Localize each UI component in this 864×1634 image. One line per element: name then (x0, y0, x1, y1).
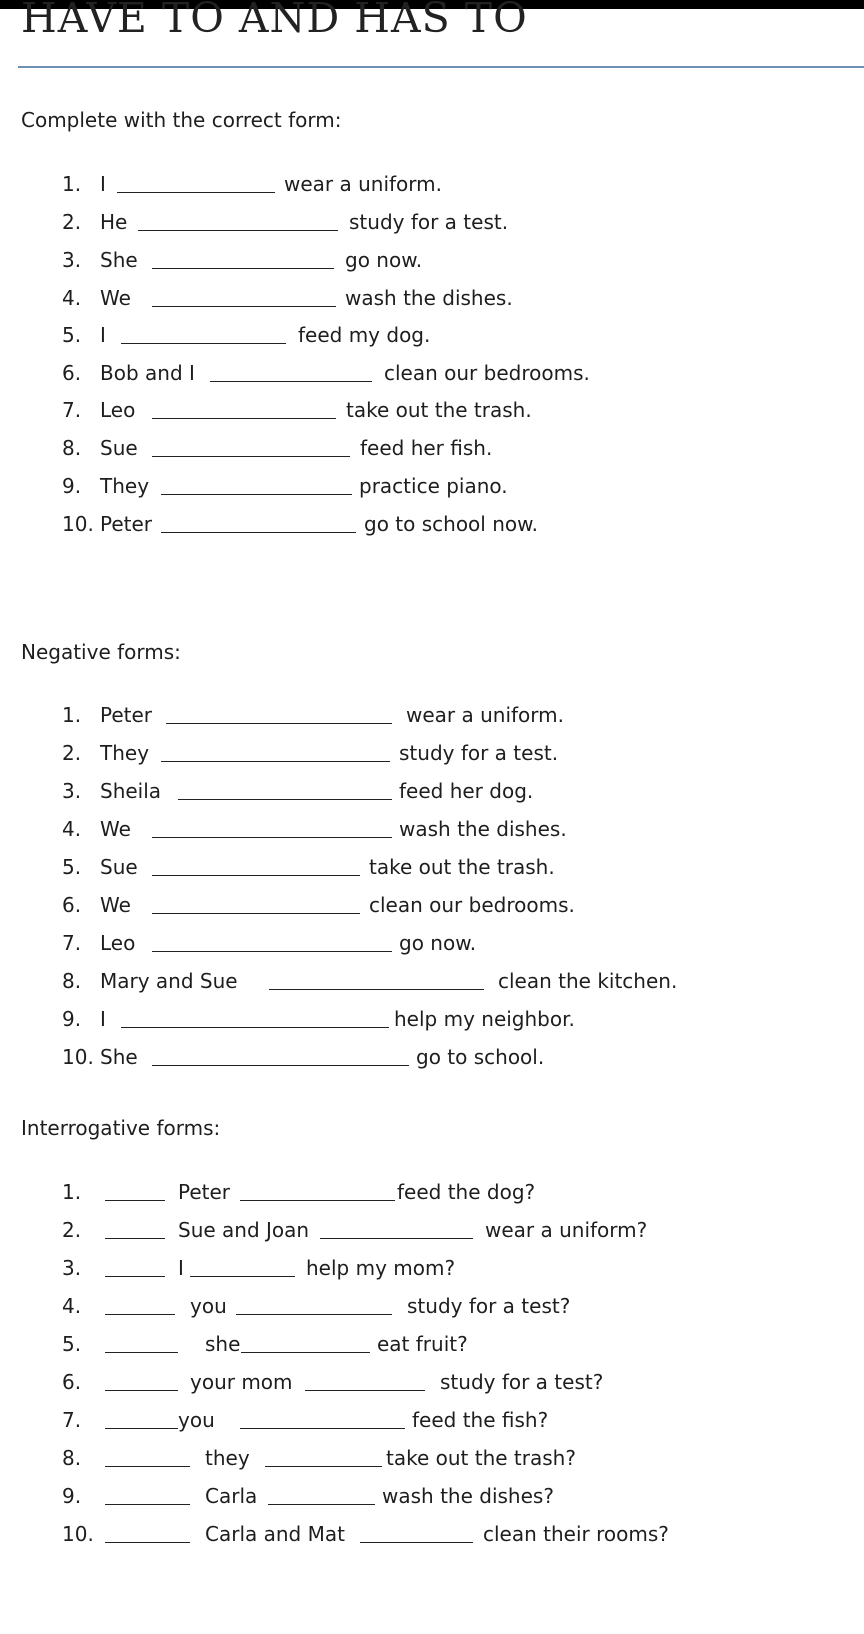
item-verb-phrase: feed her fish. (360, 436, 493, 460)
exercise-item (0, 931, 864, 955)
item-number: 2. (62, 210, 82, 234)
exercise-item (0, 855, 864, 879)
answer-blank[interactable] (166, 723, 392, 724)
item-verb-phrase: wear a uniform? (485, 1218, 648, 1242)
answer-blank[interactable] (152, 306, 336, 307)
item-verb-phrase: go to school now. (364, 512, 538, 536)
item-number: 4. (62, 817, 82, 841)
answer-blank[interactable] (121, 343, 286, 344)
item-subject: I (100, 172, 106, 196)
exercise-item (0, 1446, 864, 1470)
item-verb-phrase: wash the dishes. (345, 286, 513, 310)
answer-blank[interactable] (105, 1504, 190, 1505)
exercise-item (0, 893, 864, 917)
item-subject: Bob and I (100, 361, 195, 385)
affirmative-heading: Complete with the correct form: (21, 108, 342, 132)
item-subject: We (100, 286, 131, 310)
item-number: 8. (62, 969, 82, 993)
item-verb-phrase: take out the trash. (369, 855, 555, 879)
answer-blank[interactable] (268, 1504, 375, 1505)
item-number: 10. (62, 512, 94, 536)
answer-blank[interactable] (105, 1276, 165, 1277)
item-verb-phrase: help my neighbor. (394, 1007, 575, 1031)
title-underline (18, 66, 864, 68)
item-subject: Mary and Sue (100, 969, 238, 993)
answer-blank[interactable] (161, 761, 390, 762)
item-verb-phrase: eat fruit? (377, 1332, 468, 1356)
interrogative-heading: Interrogative forms: (21, 1116, 221, 1140)
item-number: 4. (62, 286, 82, 310)
item-subject: We (100, 817, 131, 841)
item-verb-phrase: clean our bedrooms. (369, 893, 575, 917)
answer-blank[interactable] (305, 1390, 425, 1391)
item-number: 1. (62, 703, 82, 727)
item-subject: Sheila (100, 779, 162, 803)
answer-blank[interactable] (240, 1200, 395, 1201)
item-verb-phrase: help my mom? (306, 1256, 456, 1280)
item-number: 1. (62, 172, 82, 196)
item-verb-phrase: clean our bedrooms. (384, 361, 590, 385)
answer-blank[interactable] (210, 381, 372, 382)
exercise-item (0, 172, 864, 196)
answer-blank[interactable] (105, 1466, 190, 1467)
exercise-item (0, 1256, 864, 1280)
exercise-item (0, 1218, 864, 1242)
item-number: 5. (62, 323, 82, 347)
item-verb-phrase: take out the trash? (386, 1446, 576, 1470)
item-verb-phrase: go now. (399, 931, 477, 955)
answer-blank[interactable] (138, 230, 338, 231)
answer-blank[interactable] (236, 1314, 392, 1315)
exercise-item (0, 1045, 864, 1069)
item-verb-phrase: feed my dog. (298, 323, 431, 347)
item-verb-phrase: clean the kitchen. (498, 969, 678, 993)
item-number: 8. (62, 436, 82, 460)
item-subject: I (100, 323, 106, 347)
exercise-item (0, 323, 864, 347)
item-subject: He (100, 210, 128, 234)
item-verb-phrase: study for a test. (399, 741, 559, 765)
item-subject: you (190, 1294, 227, 1318)
item-subject: she (205, 1332, 241, 1356)
item-subject: They (100, 741, 150, 765)
exercise-item (0, 436, 864, 460)
exercise-item (0, 286, 864, 310)
exercise-item (0, 1408, 864, 1432)
item-verb-phrase: study for a test? (440, 1370, 604, 1394)
answer-blank[interactable] (105, 1314, 175, 1315)
item-number: 9. (62, 474, 82, 498)
answer-blank[interactable] (241, 1352, 370, 1353)
item-number: 2. (62, 1218, 82, 1242)
item-subject: Leo (100, 398, 136, 422)
exercise-item (0, 1332, 864, 1356)
item-subject: Sue (100, 436, 138, 460)
item-number: 9. (62, 1007, 82, 1031)
answer-blank[interactable] (105, 1542, 190, 1543)
exercise-item (0, 779, 864, 803)
answer-blank[interactable] (320, 1238, 473, 1239)
answer-blank[interactable] (105, 1428, 178, 1429)
item-subject: Carla (205, 1484, 258, 1508)
item-subject: Peter (178, 1180, 231, 1204)
answer-blank[interactable] (152, 1065, 409, 1066)
item-number: 5. (62, 855, 82, 879)
item-number: 3. (62, 779, 82, 803)
answer-blank[interactable] (240, 1428, 405, 1429)
answer-blank[interactable] (105, 1238, 165, 1239)
item-verb-phrase: wash the dishes. (399, 817, 567, 841)
exercise-item (0, 1007, 864, 1031)
item-subject: Sue and Joan (178, 1218, 310, 1242)
negative-heading: Negative forms: (21, 640, 181, 664)
exercise-item (0, 1370, 864, 1394)
exercise-item (0, 512, 864, 536)
item-subject: She (100, 248, 138, 272)
item-subject: They (100, 474, 150, 498)
exercise-item (0, 741, 864, 765)
item-verb-phrase: take out the trash. (346, 398, 532, 422)
item-verb-phrase: study for a test. (349, 210, 509, 234)
answer-blank[interactable] (152, 875, 360, 876)
answer-blank[interactable] (105, 1352, 178, 1353)
item-verb-phrase: feed the dog? (397, 1180, 536, 1204)
item-number: 7. (62, 1408, 82, 1432)
item-subject: She (100, 1045, 138, 1069)
item-number: 6. (62, 893, 82, 917)
item-subject: your mom (190, 1370, 293, 1394)
exercise-item (0, 398, 864, 422)
item-subject: Leo (100, 931, 136, 955)
item-verb-phrase: go now. (345, 248, 423, 272)
item-verb-phrase: practice piano. (359, 474, 508, 498)
item-subject: Peter (100, 703, 153, 727)
exercise-item (0, 1522, 864, 1546)
item-number: 3. (62, 1256, 82, 1280)
item-number: 6. (62, 1370, 82, 1394)
item-number: 6. (62, 361, 82, 385)
item-verb-phrase: clean their rooms? (483, 1522, 669, 1546)
exercise-item (0, 210, 864, 234)
answer-blank[interactable] (161, 494, 352, 495)
item-number: 5. (62, 1332, 82, 1356)
answer-blank[interactable] (152, 418, 336, 419)
item-number: 8. (62, 1446, 82, 1470)
answer-blank[interactable] (152, 268, 334, 269)
exercise-item (0, 703, 864, 727)
answer-blank[interactable] (152, 837, 392, 838)
item-verb-phrase: wash the dishes? (382, 1484, 554, 1508)
item-subject: Sue (100, 855, 138, 879)
item-verb-phrase: go to school. (416, 1045, 545, 1069)
item-subject: they (205, 1446, 250, 1470)
item-number: 9. (62, 1484, 82, 1508)
item-verb-phrase: wear a uniform. (284, 172, 443, 196)
exercise-item (0, 248, 864, 272)
answer-blank[interactable] (152, 913, 360, 914)
item-verb-phrase: feed her dog. (399, 779, 534, 803)
item-verb-phrase: wear a uniform. (406, 703, 565, 727)
item-number: 10. (62, 1522, 94, 1546)
item-subject: I (178, 1256, 184, 1280)
item-number: 10. (62, 1045, 94, 1069)
worksheet-title: HAVE TO AND HAS TO (21, 0, 528, 42)
item-subject: I (100, 1007, 106, 1031)
answer-blank[interactable] (105, 1200, 165, 1201)
answer-blank[interactable] (121, 1027, 389, 1028)
exercise-item (0, 1294, 864, 1318)
answer-blank[interactable] (152, 456, 350, 457)
exercise-item (0, 474, 864, 498)
answer-blank[interactable] (105, 1390, 178, 1391)
item-subject: Peter (100, 512, 153, 536)
answer-blank[interactable] (152, 951, 392, 952)
exercise-item (0, 1180, 864, 1204)
item-verb-phrase: feed the fish? (412, 1408, 549, 1432)
answer-blank[interactable] (190, 1276, 295, 1277)
exercise-item (0, 969, 864, 993)
item-number: 7. (62, 398, 82, 422)
answer-blank[interactable] (269, 989, 484, 990)
answer-blank[interactable] (265, 1466, 382, 1467)
exercise-item (0, 361, 864, 385)
exercise-item (0, 817, 864, 841)
item-verb-phrase: study for a test? (407, 1294, 571, 1318)
answer-blank[interactable] (117, 192, 275, 193)
item-number: 1. (62, 1180, 82, 1204)
answer-blank[interactable] (161, 532, 356, 533)
item-number: 3. (62, 248, 82, 272)
item-number: 2. (62, 741, 82, 765)
item-subject: you (178, 1408, 215, 1432)
answer-blank[interactable] (178, 799, 392, 800)
item-number: 7. (62, 931, 82, 955)
item-subject: We (100, 893, 131, 917)
exercise-item (0, 1484, 864, 1508)
answer-blank[interactable] (360, 1542, 473, 1543)
item-number: 4. (62, 1294, 82, 1318)
item-subject: Carla and Mat (205, 1522, 345, 1546)
